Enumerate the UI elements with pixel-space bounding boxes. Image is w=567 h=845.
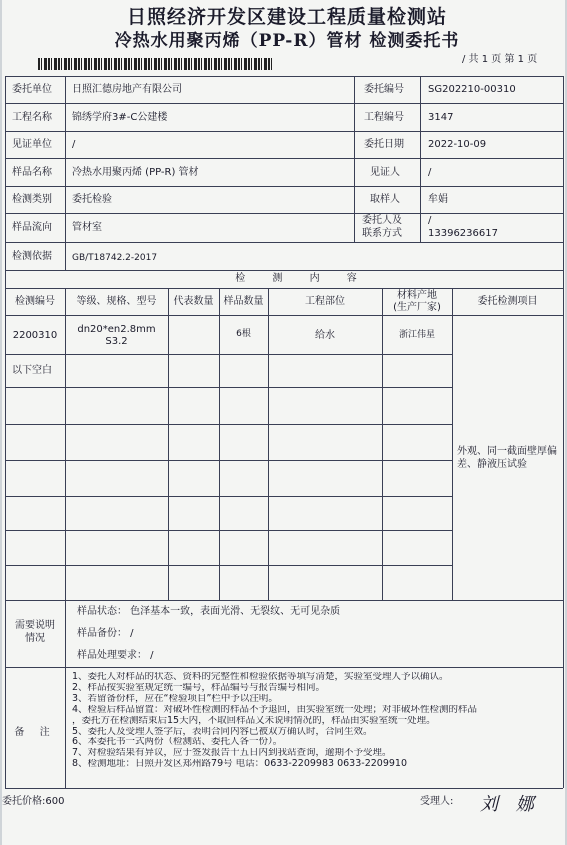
row-line bbox=[5, 186, 563, 187]
row-line bbox=[5, 667, 563, 668]
table-border bbox=[5, 788, 563, 789]
sample-backup: 样品备份： / bbox=[77, 628, 134, 639]
remarks-label-2: 情况 bbox=[25, 633, 45, 644]
col-header-location: 工程部位 bbox=[305, 296, 345, 307]
remarks-label-1: 需要说明 bbox=[15, 620, 55, 631]
col-header-items: 委托检测项目 bbox=[477, 296, 538, 307]
sample-state: 样品状态： 色泽基本一致，表面光滑、无裂纹、无可见杂质 bbox=[77, 606, 341, 617]
col-line bbox=[354, 76, 355, 242]
project-value: 锦绣学府3#-C公建楼 bbox=[72, 112, 168, 123]
row-line bbox=[5, 354, 452, 355]
col-line bbox=[420, 76, 421, 242]
table-border bbox=[5, 76, 6, 788]
receiver-label: 受理人: bbox=[420, 796, 454, 807]
note-line: 7、对检验结果有异议，应于签发报告十五日内到我站查询，逾期不予受理。 bbox=[72, 748, 392, 759]
items-line-2: 差、静液压试验 bbox=[457, 459, 527, 470]
row-line bbox=[5, 315, 563, 316]
basis-label: 检测依据 bbox=[12, 251, 52, 262]
project-label: 工程名称 bbox=[12, 112, 52, 123]
col-line bbox=[65, 600, 66, 788]
date-value: 2022-10-09 bbox=[428, 139, 487, 150]
note-line: 3、若留备份样，应在“检验项目”栏中予以注明。 bbox=[72, 693, 278, 704]
date-label: 委托日期 bbox=[364, 139, 404, 150]
cell-origin: 浙江伟星 bbox=[398, 330, 435, 340]
page-indicator bbox=[462, 50, 537, 65]
col-header-origin-sub: (生产厂家) bbox=[393, 302, 441, 313]
sample-name-label: 样品名称 bbox=[12, 167, 52, 178]
sample-disposal: 样品处理要求： / bbox=[77, 650, 154, 661]
note-line: 2、样品按实验室规定统一编号，样品编号与报告编号相同。 bbox=[72, 682, 326, 693]
row-line bbox=[5, 288, 563, 289]
note-line: 4、检验后样品留置：对破坏性检测的样品不予退回，由实验室统一处理；对非破坏性检测的样品 bbox=[72, 704, 478, 715]
cell-spec-2: S3.2 bbox=[105, 336, 128, 347]
contact-label-1: 委托人及 bbox=[362, 215, 402, 226]
test-type-value: 委托检验 bbox=[72, 194, 112, 205]
contact-value-2: 13396236617 bbox=[428, 228, 498, 239]
note-line: 5、委托人及受理人签字后，表明合同内容已被双方确认时，合同生效。 bbox=[72, 726, 373, 737]
row-line bbox=[5, 387, 452, 388]
order-no-label: 委托编号 bbox=[364, 84, 404, 95]
table-border bbox=[5, 76, 563, 77]
row-line bbox=[5, 242, 563, 243]
project-no-label: 工程编号 bbox=[364, 112, 404, 123]
notes-label: 备 注 bbox=[14, 727, 56, 738]
cell-spec-1: dn20*en2.8mm bbox=[77, 324, 156, 335]
col-header-sample-qty: 样品数量 bbox=[223, 296, 264, 307]
row-line bbox=[5, 460, 452, 461]
col-line bbox=[452, 288, 453, 600]
page-current: 第 1 页 bbox=[504, 54, 538, 65]
sampler-value: 牟娟 bbox=[428, 194, 448, 205]
cell-test-no: 2200310 bbox=[12, 330, 58, 341]
form-title: 冷热水用聚丙烯（PP-R）管材 检测委托书 bbox=[114, 31, 460, 51]
cell-location: 给水 bbox=[315, 330, 335, 341]
col-line bbox=[65, 76, 66, 270]
form-page bbox=[2, 0, 565, 845]
row-line bbox=[5, 424, 452, 425]
note-line: 1、委托人对样品的状态、资料的完整性和检验依据等填写清楚，实验室受理人予以确认。 bbox=[72, 672, 449, 682]
col-header-origin: 材料产地 bbox=[397, 290, 437, 301]
witness-unit-value: / bbox=[72, 139, 76, 150]
test-type-label: 检测类别 bbox=[12, 194, 52, 205]
flow-label: 样品流向 bbox=[12, 222, 52, 233]
receiver-signature: 刘 娜 bbox=[480, 794, 540, 815]
note-line: ，委托方在检测结束后15天内，不取回样品又未说明情况的，样品由实验室统一处理。 bbox=[72, 715, 436, 726]
col-header-test-no: 检测编号 bbox=[15, 296, 55, 307]
notes-list bbox=[72, 672, 564, 770]
sample-name-value: 冷热水用聚丙烯 (PP-R) 管材 bbox=[72, 167, 199, 178]
witness-value: / bbox=[428, 167, 432, 178]
contact-label-2: 联系方式 bbox=[362, 228, 402, 239]
row-line bbox=[5, 565, 452, 566]
project-no-value: 3147 bbox=[428, 112, 454, 123]
flow-value: 管材室 bbox=[72, 222, 102, 233]
col-line bbox=[168, 288, 169, 600]
row-line bbox=[5, 600, 563, 601]
row-line bbox=[5, 270, 563, 271]
client-label: 委托单位 bbox=[12, 84, 52, 95]
row-line bbox=[5, 496, 452, 497]
price: 委托价格:600 bbox=[2, 796, 65, 807]
row-line bbox=[5, 530, 452, 531]
witness-label: 见证人 bbox=[370, 167, 400, 178]
cell-sample-qty: 6根 bbox=[236, 329, 251, 339]
row-line bbox=[5, 131, 563, 132]
row-line bbox=[5, 103, 563, 104]
barcode bbox=[38, 58, 274, 70]
blank-note: 以下空白 bbox=[12, 365, 52, 376]
order-no-value: SG202210-00310 bbox=[428, 84, 516, 95]
col-header-spec: 等级、规格、型号 bbox=[76, 296, 157, 307]
col-header-rep-qty: 代表数量 bbox=[173, 296, 214, 307]
row-line bbox=[5, 213, 563, 214]
row-line bbox=[5, 158, 563, 159]
page-total: / 共 1 页 bbox=[462, 54, 502, 65]
sampler-label: 取样人 bbox=[370, 194, 400, 205]
items-line-1: 外观、同一截面壁厚偏 bbox=[457, 446, 557, 457]
form-title-org: 日照经济开发区建设工程质量检测站 bbox=[126, 6, 447, 28]
witness-unit-label: 见证单位 bbox=[12, 139, 52, 150]
client-value: 日照汇德房地产有限公司 bbox=[72, 84, 182, 95]
note-line: 8、检测地址：日照开发区郑州路79号 电话：0633-2209983 0633-2209910 bbox=[72, 759, 408, 770]
note-line: 6、本委托书一式两份（检测站、委托人各一份）。 bbox=[72, 737, 283, 748]
section-title: 检 测 内 容 bbox=[235, 273, 369, 284]
contact-value-1: / bbox=[428, 215, 432, 226]
basis-value: GB/T18742.2-2017 bbox=[72, 253, 158, 263]
